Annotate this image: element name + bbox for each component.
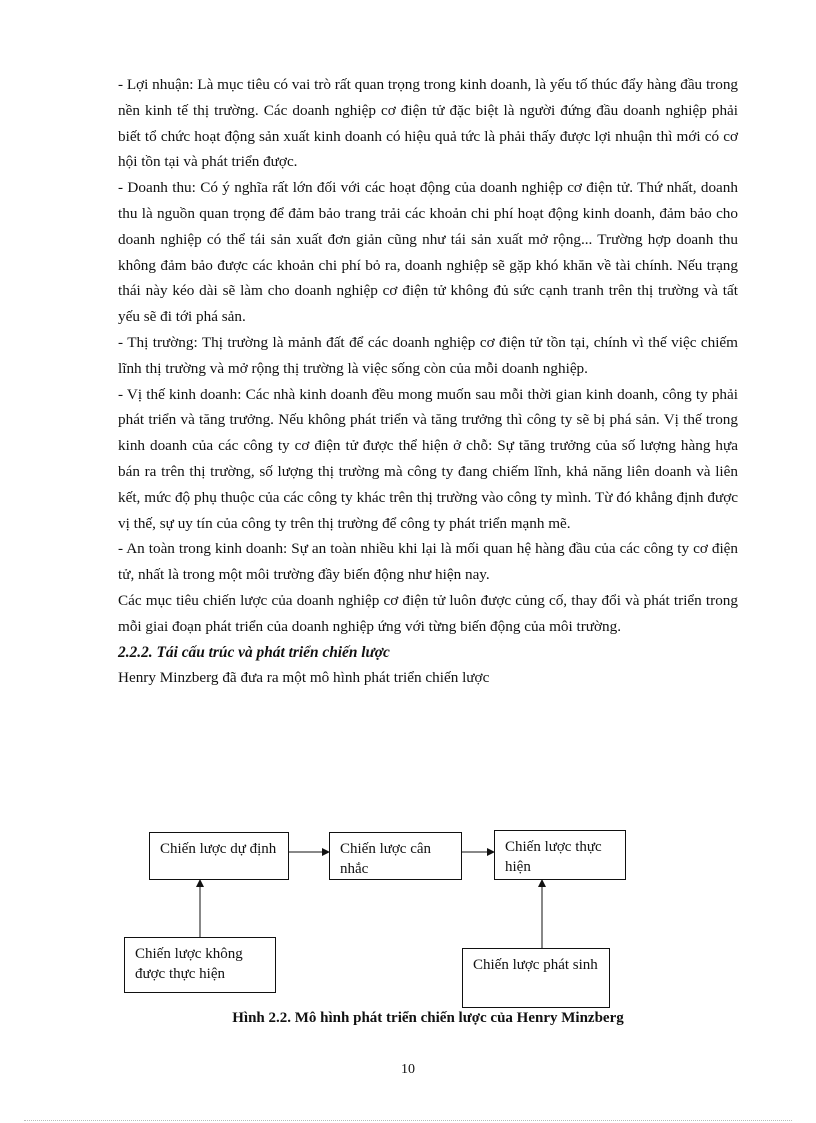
box-deliberate-strategy: Chiến lược cân nhắc bbox=[329, 832, 462, 880]
footer-divider bbox=[24, 1120, 792, 1121]
box-emergent-strategy: Chiến lược phát sinh bbox=[462, 948, 610, 1008]
paragraph-loi-nhuan: - Lợi nhuận: Là mục tiêu có vai trò rất quan trọng trong kinh doanh, là yếu tố thúc đẩy hàng đầu trong nền kinh tế thị trường. Các doanh nghiệp cơ điện tử đặc biệt là người đứng đầu doanh nghiệp phải biết tổ chức hoạt động sản xuất kinh doanh có hiệu quả tức là phải thấy được lợi nhuận thì mới có cơ hội tồn tại và phát triển được. bbox=[118, 76, 739, 171]
box-intended-strategy: Chiến lược dự định bbox=[149, 832, 289, 880]
paragraph-vi-the: - Vị thế kinh doanh: Các nhà kinh doanh đều mong muốn sau mỗi thời gian kinh doanh, công ty phải phát triển và tăng trưởng. Nếu không phát triển và tăng trưởng thì công ty sẽ bị phá sản. Vị thế trong kinh doanh của các công ty cơ điện tử được thể hiện ở chỗ: Sự tăng trưởng của số lượng hàng hựa bán ra trên thị trường, số lượng thị trường mà công ty đang chiếm lĩnh, khả năng liên doanh và liên kết, mức độ phụ thuộc của các công ty khác trên thị trường vào công ty mình. Từ đó khẳng định được vị thế, sự uy tín của công ty trên thị trường để công ty phát triển mạnh mẽ. bbox=[118, 385, 738, 532]
box-unrealized-strategy: Chiến lược không được thực hiện bbox=[124, 937, 276, 993]
paragraph-muc-tieu: Các mục tiêu chiến lược của doanh nghiệp cơ điện tử luôn được củng cố, thay đổi và phát triển trong mỗi giai đoạn phát triển của doanh nghiệp ứng với từng biến động của môi trường. bbox=[118, 591, 738, 635]
figure-caption: Hình 2.2. Mô hình phát triển chiến lược của Henry Minzberg bbox=[232, 1010, 624, 1026]
paragraph-thi-truong: - Thị trường: Thị trường là mảnh đất để các doanh nghiệp cơ điện tử tồn tại, chính vì thế việc chiếm lĩnh thị trường và mở rộng thị trường là việc sống còn của mỗi doanh nghiệp. bbox=[118, 333, 738, 377]
section-heading: 2.2.2. Tái cấu trúc và phát triển chiến lược bbox=[118, 643, 390, 661]
section-intro: Henry Minzberg đã đưa ra một mô hình phát triển chiến lược bbox=[118, 669, 490, 687]
box-realized-strategy: Chiến lược thực hiện bbox=[494, 830, 626, 880]
paragraph-an-toan: - An toàn trong kinh doanh: Sự an toàn nhiều khi lại là mối quan hệ hàng đầu của các công ty cơ điện tử, nhất là trong một môi trường đầy biến động như hiện nay. bbox=[118, 540, 738, 584]
page-number: 10 bbox=[401, 1062, 415, 1077]
paragraph-doanh-thu: - Doanh thu: Có ý nghĩa rất lớn đối với các hoạt động của doanh nghiệp cơ điện tử. Thứ nhất, doanh thu là nguồn quan trọng để đảm bảo trang trải các khoản chi phí hoạt động kinh doanh, đảm bảo cho doanh nghiệp có thể tái sản xuất đơn giản cũng như tái sản xuất mở rộng... Trường hợp doanh thu không đảm bảo được các khoản chi phí bỏ ra, doanh nghiệp sẽ gặp khó khăn về tài chính. Nếu trạng thái này kéo dài sẽ làm cho doanh nghiệp cơ điện tử không đủ sức cạnh tranh trên thị trường và tất yếu sẽ đi tới phá sản. bbox=[118, 179, 738, 326]
